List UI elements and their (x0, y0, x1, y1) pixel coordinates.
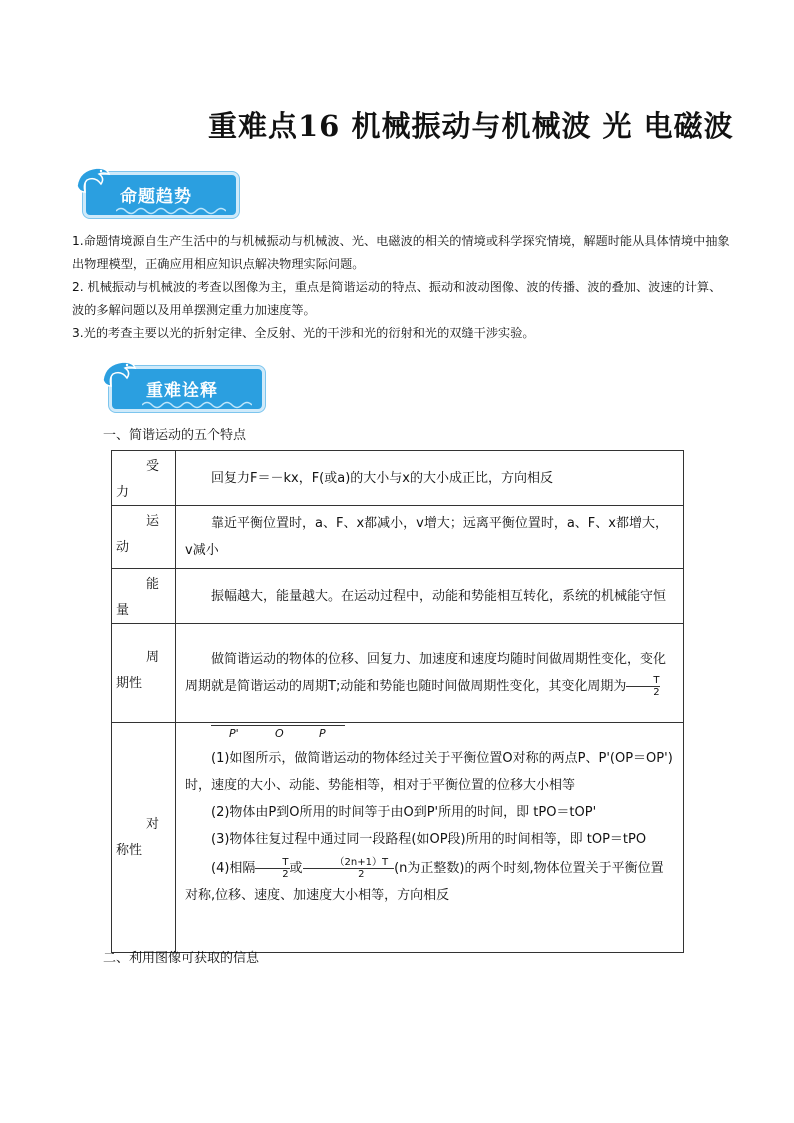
symmetry-item-3: (3)物体往复过程中通过同一段路程(如OP段)所用的时间相等，即 tOP＝tPO (211, 832, 647, 847)
table-row (112, 451, 684, 506)
wave-decoration (142, 400, 252, 410)
row-content (176, 723, 684, 953)
fraction-t-over-2: $\frac{T}{2}$ (255, 857, 289, 880)
row-label: 受 力 (112, 451, 176, 506)
row-content: 回复力F＝－kx，F(或a)的大小与x的大小成正比，方向相反 (176, 451, 684, 506)
point-p-prime: P' (229, 727, 239, 740)
section-badge-trend (73, 162, 243, 220)
section-badge-explain (99, 356, 269, 414)
badge-label: 重难诠释 (146, 381, 218, 401)
fraction-t-over-2: $\frac{T}{2}$ (626, 675, 660, 698)
section-heading-1: 一、简谐运动的五个特点 (103, 428, 247, 443)
point-o: O (275, 727, 284, 740)
row-label: 能 量 (112, 569, 176, 624)
dolphin-icon (99, 356, 139, 392)
symmetry-item-4: (4)相隔 $\frac{T}{2}$ 或 $\frac{(2n+1)T}{2}$ (n为正整数)的两个时刻,物体位置关于平衡位置对称,位移、速度、加速度大小相等，方向相反 (185, 857, 664, 903)
section-heading-2: 二、利用图像可获取的信息 (103, 951, 260, 966)
dolphin-icon (73, 162, 113, 198)
trend-item-3: 3.光的考查主要以光的折射定律、全反射、光的干涉和光的衍射和光的双缝干涉实验。 (72, 326, 535, 340)
symmetry-item-1: (1)如图所示，做简谐运动的物体经过关于平衡位置O对称的两点P、P'(OP＝OP')时，速度的大小、动能、势能相等，相对于平衡位置的位移大小相等 (185, 751, 673, 793)
row-label: 周 期性 (112, 624, 176, 723)
badge-label: 命题趋势 (120, 187, 192, 207)
wave-decoration (116, 206, 226, 216)
table-row (112, 723, 684, 953)
table-row (112, 624, 684, 723)
symmetry-item-2: (2)物体由P到O所用的时间等于由O到P'所用的时间，即 tPO＝tOP' (211, 805, 597, 820)
row-label: 对 称性 (112, 723, 176, 953)
trend-item-1: 1.命题情境源自生产生活中的与机械振动与机械波、光、电磁波的相关的情境或科学探究情境，解题时能从具体情境中抽象出物理模型，正确应用相应知识点解决物理实际问题。 (72, 234, 730, 271)
row-content: 做简谐运动的物体的位移、回复力、加速度和速度均随时间做周期性变化，变化周期就是简谐运动的周期T;动能和势能也随时间做周期性变化，其变化周期为 $\frac{T}{2}$ (176, 624, 684, 723)
axis-line (211, 725, 345, 726)
features-table (111, 450, 684, 953)
page-title: 重难点16 机械振动与机械波 光 电磁波 (208, 109, 734, 143)
table-row (112, 506, 684, 569)
table-row (112, 569, 684, 624)
trend-item-2: 2. 机械振动与机械波的考查以图像为主，重点是简谐运动的特点、振动和波动图像、波的传播、波的叠加、波速的计算、波的多解问题以及用单摆测定重力加速度等。 (72, 280, 722, 317)
symmetry-axis-diagram (185, 723, 675, 747)
point-p: P (319, 727, 326, 740)
row-label: 运 动 (112, 506, 176, 569)
row-content: 振幅越大，能量越大。在运动过程中，动能和势能相互转化，系统的机械能守恒 (176, 569, 684, 624)
row-content: 靠近平衡位置时，a、F、x都减小，v增大；远离平衡位置时，a、F、x都增大，v减小 (176, 506, 684, 569)
fraction-2n1t-over-2: $\frac{(2n+1)T}{2}$ (303, 857, 395, 880)
